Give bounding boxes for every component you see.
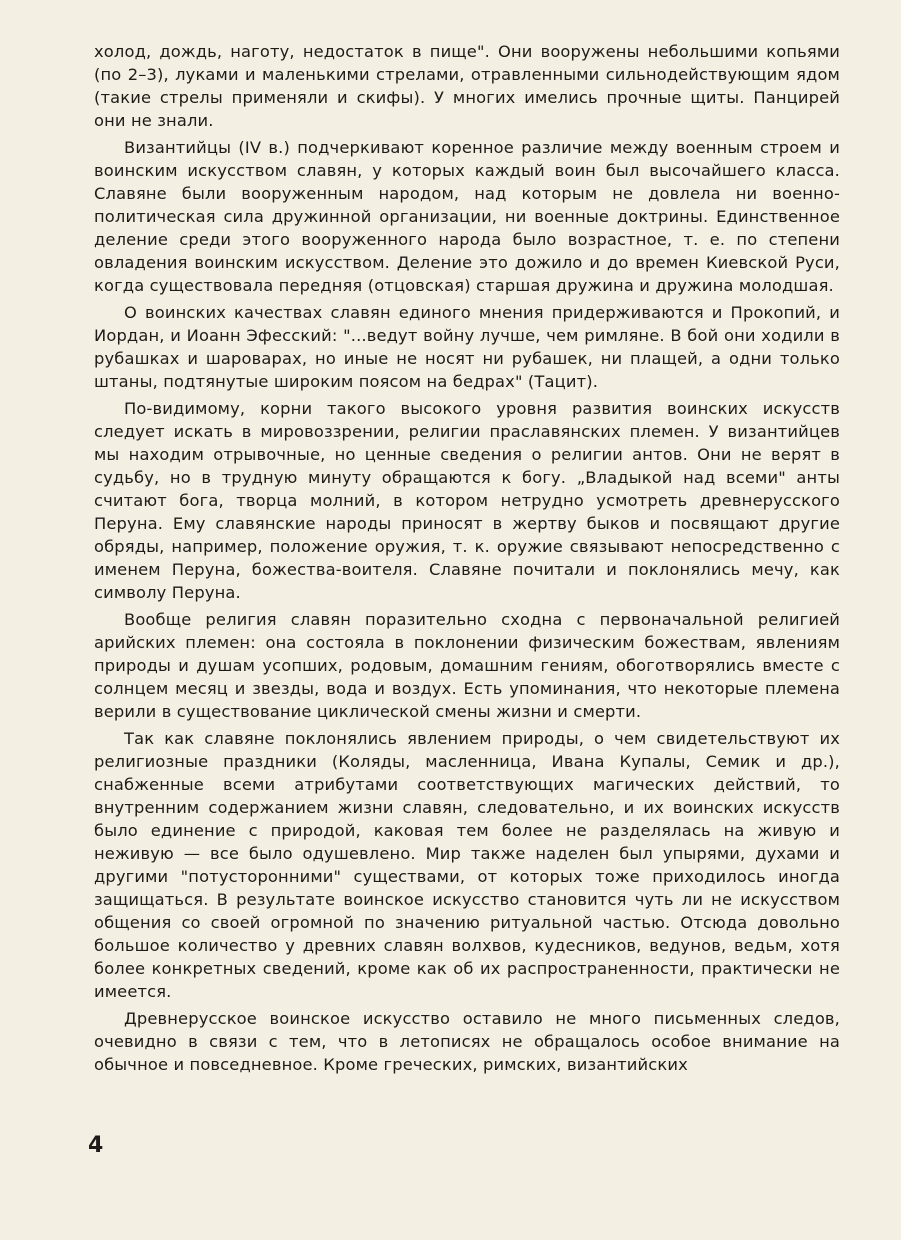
paragraph-3: О воинских качествах славян единого мнения придерживаются и Прокопий, и Иордан, и Иоанн Эфесский: "...ведут войну лучше, чем римляне. В бой они ходили в рубашках и шароварах, но иные не носят ни рубашек, ни плащей, а одни только штаны, подтянутые широким поясом на бедрах" (Тацит). [94, 303, 840, 391]
paragraph-1: холод, дождь, наготу, недостаток в пище". Они вооружены небольшими копьями (по 2–3), луками и маленькими стрелами, отравленными сильнодействующим ядом (такие стрелы применяли и скифы). У многих имелись прочные щиты. Панцирей они не знали. [94, 42, 840, 130]
paragraph-4: По-видимому, корни такого высокого уровня развития воинских искусств следует искать в мировоззрении, религии праславянских племен. У византийцев мы находим отрывочные, но ценные сведения о религии антов. Они не верят в судьбу, но в трудную минуту обращаются к богу. „Владыкой над всеми" анты считают бога, творца молний, в котором нетрудно усмотреть древнерусского Перуна. Ему славянские народы приносят в жертву быков и посвящают другие обряды, например, положение оружия, т. к. оружие связывают непосредственно с именем Перуна, божества-воителя. Славяне почитали и поклонялись мечу, как символу Перуна. [94, 399, 840, 602]
paragraph-5: Вообще религия славян поразительно сходна с первоначальной религией арийских племен: она состояла в поклонении физическим божествам, явлениям природы и душам усопших, родовым, домашним гениям, обоготворялись вместе с солнцем месяц и звезды, вода и воздух. Есть упоминания, что некоторые племена верили в существование циклической смены жизни и смерти. [94, 610, 840, 721]
page-number: 4 [88, 1133, 104, 1158]
paragraph-7: Древнерусское воинское искусство оставило не много письменных следов, очевидно в связи с тем, что в летописях не обращалось особое внимание на обычное и повседневное. Кроме греческих, римских, византийских [94, 1009, 840, 1074]
paragraph-2: Византийцы (IV в.) подчеркивают коренное различие между военным строем и воинским искусством славян, у которых каждый воин был высочайшего класса. Славяне были вооруженным народом, над которым не довлела ни военно-политическая сила дружинной организации, ни военные доктрины. Единственное деление среди этого вооруженного народа было возрастное, т. е. по степени овладения воинским искусством. Деление это дожило и до времен Киевской Руси, когда существовала передняя (отцовская) старшая дружина и дружина молодшая. [94, 138, 840, 295]
paragraph-6: Так как славяне поклонялись явлением природы, о чем свидетельствуют их религиозные праздники (Коляды, масленница, Ивана Купалы, Семик и др.), снабженные всеми атрибутами соответствующих магических действий, то внутренним содержанием жизни славян, следовательно, и их воинских искусств было единение с природой, каковая тем более не разделялась на живую и неживую — все было одушевлено. Мир также наделен был упырями, духами и другими "потусторонними" существами, от которых тоже приходилось иногда защищаться. В результате воинское искусство становится чуть ли не искусством общения со своей огромной по значению ритуальной частью. Отсюда довольно большое количество у древних славян волхвов, кудесников, ведунов, ведьм, хотя более конкретных сведений, кроме как об их распространенности, практически не имеется. [94, 729, 840, 1001]
body-text [94, 40, 840, 1080]
